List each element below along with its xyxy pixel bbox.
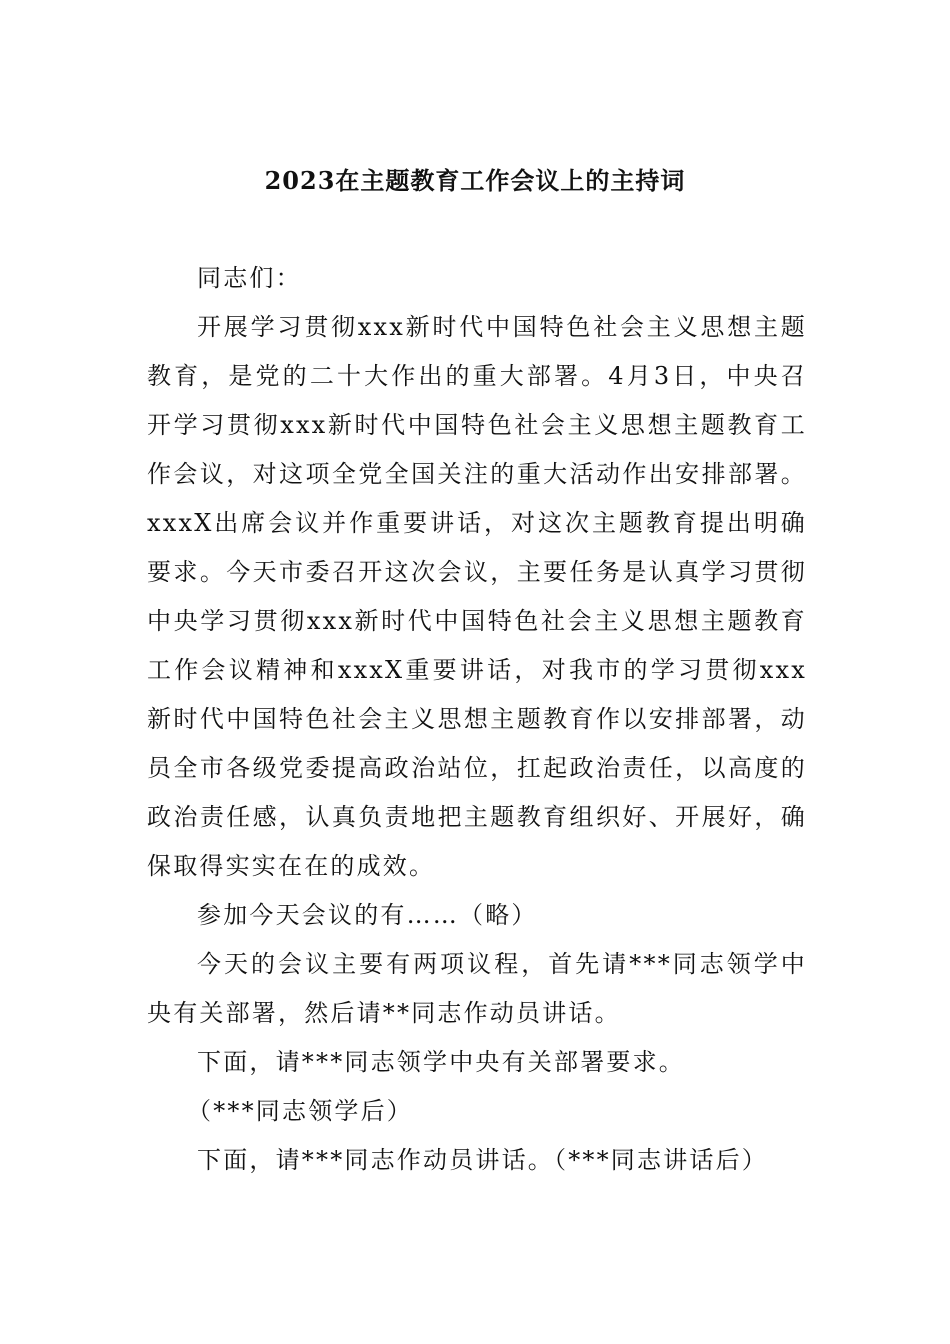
- paragraph-after-study: （***同志领学后）: [187, 1097, 413, 1125]
- paragraph-first-item: 下面，请***同志领学中央有关部署要求。: [197, 1048, 685, 1076]
- paragraph-intro: 开展学习贯彻xxx新时代中国特色社会主义思想主题教育，是党的二十大作出的重大部署。4月3日，中央召开学习贯彻xxx新时代中国特色社会主义思想主题教育工作会议，对这项全党全国关注的重大活动作出安排部署。xxxX出席会议并作重要讲话，对这次主题教育提出明确要求。今天市委召开这次会议，主要任务是认真学习贯彻中央学习贯彻xxx新时代中国特色社会主义思想主题教育工作会议精神和xxxX重要讲话，对我市的学习贯彻xxx新时代中国特色社会主义思想主题教育作以安排部署，动员全市各级党委提高政治站位，扛起政治责任，以高度的政治责任感，认真负责地把主题教育组织好、开展好，确保取得实实在在的成效。: [147, 313, 807, 880]
- document-body: [147, 254, 807, 1185]
- paragraph-agenda: 今天的会议主要有两项议程，首先请***同志领学中央有关部署，然后请**同志作动员讲话。: [147, 950, 807, 1027]
- paragraph-second-item: 下面，请***同志作动员讲话。（***同志讲话后）: [197, 1146, 768, 1174]
- paragraph-attendees: 参加今天会议的有……（略）: [197, 901, 538, 929]
- document-title: 2023在主题教育工作会议上的主持词: [264, 166, 686, 195]
- paragraph-greeting: 同志们：: [197, 264, 302, 292]
